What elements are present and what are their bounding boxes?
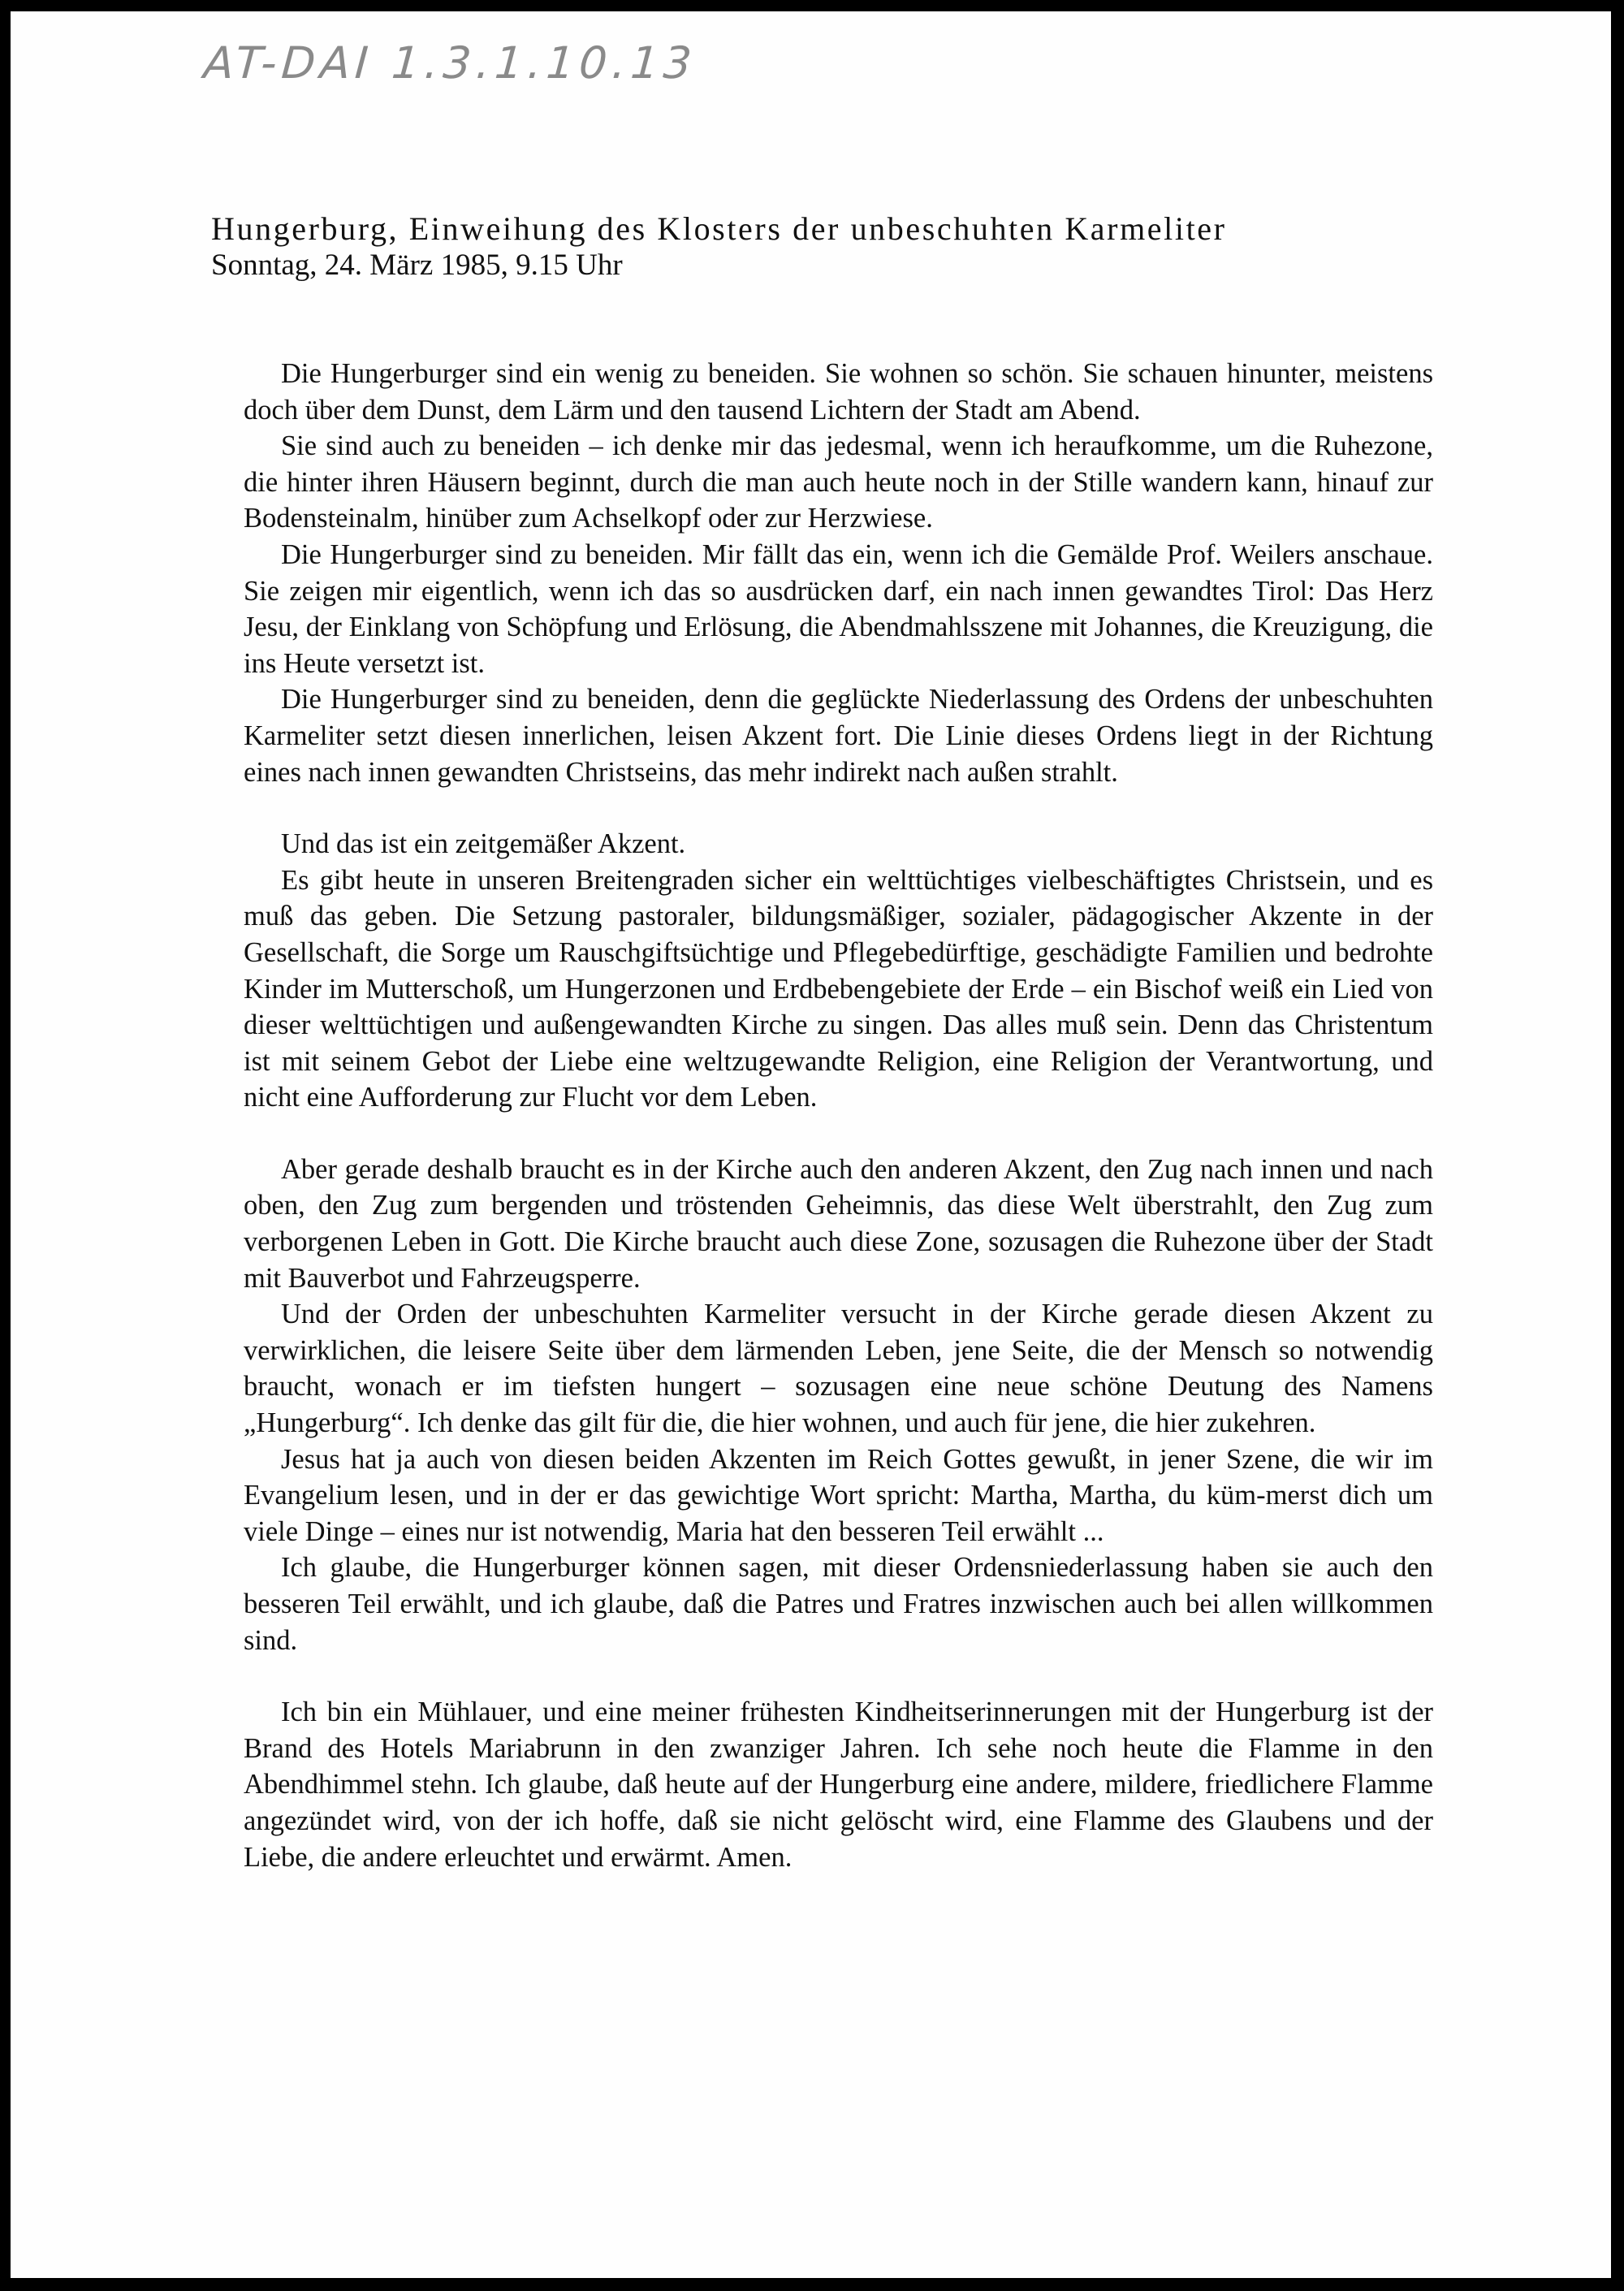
text-block-1 xyxy=(244,356,1433,790)
paragraph: Ich glaube, die Hungerburger können sagen, mit dieser Ordensniederlassung haben sie auch den besseren Teil erwählt, und ich glaube, daß die Patres und Fratres inzwischen auch bei allen willkommen sind. xyxy=(244,1552,1433,1656)
document-date: Sonntag, 24. März 1985, 9.15 Uhr xyxy=(211,249,623,282)
archive-signature: AT-DAI 1.3.1.10.13 xyxy=(201,37,698,89)
text-block-2 xyxy=(244,826,1433,1116)
block-spacer xyxy=(244,1658,1433,1694)
paragraph: Die Hungerburger sind zu beneiden. Mir fällt das ein, wenn ich die Gemälde Prof. Weilers anschaue. Sie zeigen mir eigentlich, wenn ich das so ausdrücken darf, ein nach innen gewandtes Tirol: Das Herz Jesu, der Einklang von Schöpfung und Erlösung, die Abendmahlsszene mit Johannes, die Kreuzigung, die ins Heute versetzt ist. xyxy=(244,538,1433,679)
document-header xyxy=(211,210,1445,283)
paragraph: Sie sind auch zu beneiden – ich denke mir das jedesmal, wenn ich heraufkomme, um die Ruhezone, die hinter ihren Häusern beginnt, durch die man auch heute noch in der Stille wandern kann, hinauf zur Bodensteinalm, hinüber zum Achselkopf oder zur Herzwiese. xyxy=(244,430,1433,534)
paragraph: Aber gerade deshalb braucht es in der Kirche auch den anderen Akzent, den Zug nach innen und nach oben, den Zug zum bergenden und tröstenden Geheimnis, das diese Welt überstrahlt, den Zug zum verborgenen Leben in Gott. Die Kirche braucht auch diese Zone, sozusagen die Ruhezone über der Stadt mit Bauverbot und Fahrzeugsperre. xyxy=(244,1153,1433,1294)
paragraph: Und das ist ein zeitgemäßer Akzent. xyxy=(281,828,686,860)
document-page xyxy=(11,11,1611,2278)
paragraph: Jesus hat ja auch von diesen beiden Akzenten im Reich Gottes gewußt, in jener Szene, die wir im Evangelium lesen, und in der er das gewichtige Wort spricht: Martha, Martha, du küm-merst dich um viele Dinge – eines nur ist notwendig, Maria hat den besseren Teil erwählt ... xyxy=(244,1443,1433,1547)
paragraph: Es gibt heute in unseren Breitengraden sicher ein welttüchtiges vielbeschäftigtes Christsein, und es muß das geben. Die Setzung pastoraler, bildungsmäßiger, sozialer, pädagogischer Akzente in der Gesellschaft, die Sorge um Rauschgiftsüchtige und Pflegebedürftige, geschädigte Familien und bedrohte Kinder im Mutterschoß, um Hungerzonen und Erdbebengebiete der Erde – ein Bischof weiß ein Lied von dieser welttüchtigen und außengewandten Kirche zu singen. Das alles muß sein. Denn das Christentum ist mit seinem Gebot der Liebe eine weltzugewandte Religion, eine Religion der Verantwortung, und nicht eine Aufforderung zur Flucht vor dem Leben. xyxy=(244,864,1433,1113)
paragraph: Die Hungerburger sind ein wenig zu beneiden. Sie wohnen so schön. Sie schauen hinunter, meistens doch über dem Dunst, dem Lärm und den tausend Lichtern der Stadt am Abend. xyxy=(244,358,1433,426)
sermon-body xyxy=(244,356,1433,1875)
paragraph: Und der Orden der unbeschuhten Karmeliter versucht in der Kirche gerade diesen Akzent zu verwirklichen, die leisere Seite über dem lärmenden Leben, jene Seite, die der Mensch so notwendig braucht, wonach er im tiefsten hungert – sozusagen eine neue schöne Deutung des Namens „Hungerburg“. Ich denke das gilt für die, die hier wohnen, und auch für jene, die hier zukehren. xyxy=(244,1299,1433,1439)
block-spacer xyxy=(244,1116,1433,1152)
document-title: Hungerburg, Einweihung des Klosters der unbeschuhten Karmeliter xyxy=(211,210,1227,247)
text-block-4 xyxy=(244,1694,1433,1875)
paragraph: Die Hungerburger sind zu beneiden, denn die geglückte Niederlassung des Ordens der unbeschuhten Karmeliter setzt diesen innerlichen, leisen Akzent fort. Die Linie dieses Ordens liegt in der Richtung eines nach innen gewandten Christseins, das mehr indirekt nach außen strahlt. xyxy=(244,684,1433,788)
text-block-3 xyxy=(244,1152,1433,1658)
paragraph: Ich bin ein Mühlauer, und eine meiner frühesten Kindheitserinnerungen mit der Hungerburg ist der Brand des Hotels Mariabrunn in den zwanziger Jahren. Ich sehe noch heute die Flamme in den Abendhimmel stehn. Ich glaube, daß heute auf der Hungerburg eine andere, mildere, friedlichere Flamme angezündet wird, von der ich hoffe, daß sie nicht gelöscht wird, eine Flamme des Glaubens und der Liebe, die andere erleuchtet und erwärmt. Amen. xyxy=(244,1697,1433,1873)
block-spacer xyxy=(244,790,1433,826)
